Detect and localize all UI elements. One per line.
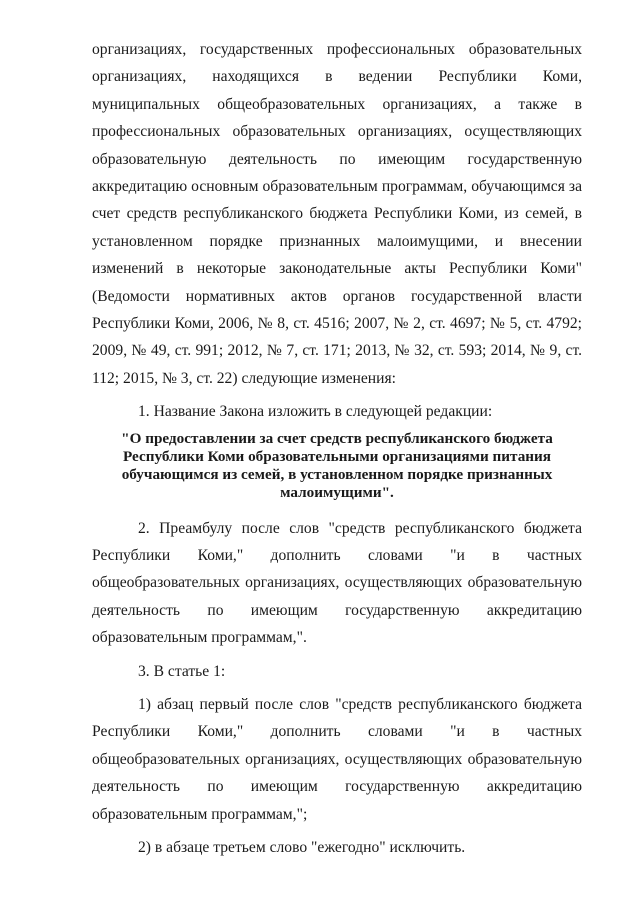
intro-paragraph: организациях, государственных профессиональных образовательных организациях, находящихся в ведении Республики Коми, муниципальных общеобразовательных организациях, а также в профессиональных образовательных организациях, осуществляющих образовательную деятельность по имеющим государственную аккредитацию основным образовательным программам, обучающимся за счет средств республиканского бюджета Республики Коми, из семей, в установленном порядке признанных малоимущими, и внесении изменений в некоторые законодательные акты Республики Коми" (Ведомости нормативных актов органов государственной власти Республики Коми, 2006, № 8, ст. 4516; 2007, № 2, ст. 4697; № 5, ст. 4792; 2009, № 49, ст. 991; 2012, № 7, ст. 171; 2013, № 32, ст. 593; 2014, № 9, ст. 112; 2015, № 3, ст. 22) следующие изменения: [92,41,582,387]
document-page [92,36,582,861]
item-2: 2. Преамбулу после слов "средств республиканского бюджета Республики Коми," дополнить словами "и в частных общеобразовательных организациях, осуществляющих образовательную деятельность по имеющим государственную аккредитацию образовательным программам,". [92,519,582,647]
new-law-title: "О предоставлении за счет средств республиканского бюджета Республики Коми образовательными организациями питания обучающимся из семей, в установленном порядке признанных малоимущими". [121,429,553,502]
item-3-2: 2) в абзаце третьем слово "ежегодно" исключить. [138,838,466,856]
item-3: 3. В статье 1: [138,662,226,680]
item-3-1: 1) абзац первый после слов "средств республиканского бюджета Республики Коми," дополнить словами "и в частных общеобразовательных организациях, осуществляющих образовательную деятельность по имеющим государственную аккредитацию образовательным программам,"; [92,695,582,823]
item-1: 1. Название Закона изложить в следующей редакции: [138,403,493,421]
